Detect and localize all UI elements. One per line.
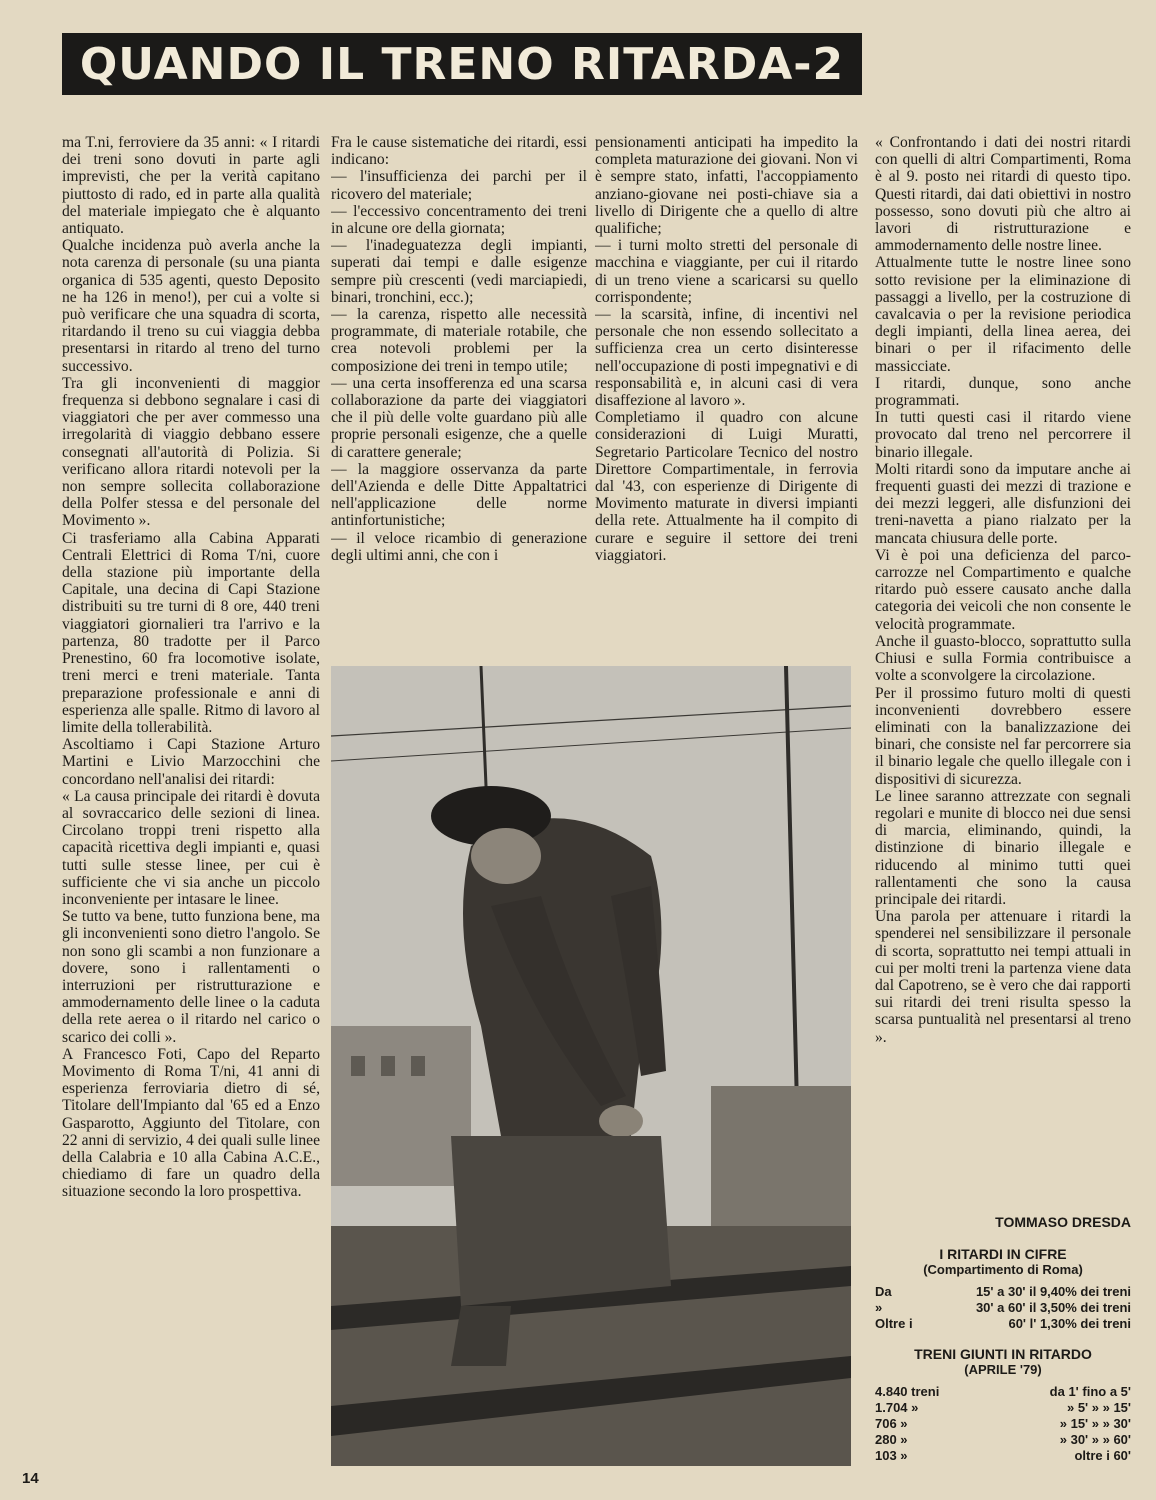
paragraph: — la maggiore osservanza da parte dell'Azienda e delle Ditte Appaltatrici nell'applicazione delle norme antinfortunistiche; [331, 460, 587, 530]
paragraph: Qualche incidenza può averla anche la nota carenza di personale (su una pianta organica di 535 agenti, questo Deposito ne ha 126 in meno!), per cui a volte si può verificare che una squadra di scorta, ritardando il treno su cui viaggia debba presentarsi in ritardo al treno del turno successivo. [62, 237, 320, 375]
paragraph: Le linee saranno attrezzate con segnali regolari e munite di blocco nei due sensi di marcia, eliminando, quindi, la distinzione di binario illegale e riducendo al minimo tutti quei rallentamenti che sono la causa principale dei ritardi. [875, 787, 1131, 908]
paragraph: — la scarsità, infine, di incentivi nel personale che non essendo sollecitato a sufficienza crea un certo disinteresse nell'occupazione di posti impegnativi e di responsabilità e, in alcuni casi di vera disaffezione al lavoro ». [595, 306, 858, 410]
paragraph: — l'inadeguatezza degli impianti, superati dai tempi e dalle esigenze sempre più crescenti (vedi marciapiedi, binari, tronchini, ecc.); [331, 237, 587, 306]
paragraph: Fra le cause sistematiche dei ritardi, essi indicano: [331, 134, 587, 169]
paragraph: — una certa insofferenza ed una scarsa collaborazione da parte dei viaggiatori che il più delle volte guardano più alle proprie personali esigenze, che a quelle di carattere generale; [331, 374, 587, 461]
row-label: » [875, 1300, 883, 1315]
paragraph: Vi è poi una deficienza del parco-carrozze nel Compartimento e qualche ritardo può essere causato anche dalla categoria dei veicoli che non consente le velocità programmate. [875, 546, 1131, 633]
row-range: » 5' » » 15' [1066, 1400, 1131, 1415]
row-range: » 30' » » 60' [1059, 1432, 1131, 1447]
paragraph: — il veloce ricambio di generazione degli ultimi anni, che con i [331, 529, 587, 564]
stats-row [875, 1284, 1131, 1300]
author-signature: TOMMASO DRESDA [995, 1214, 1131, 1230]
paragraph: I ritardi, dunque, sono anche programmati. [875, 374, 1131, 410]
text-column-2 [331, 134, 587, 654]
paragraph: Una parola per attenuare i ritardi la spenderei nel sensibilizzare il personale di scorta, soprattutto nei tempi attuali in cui per molti treni la partenza viene data dal Capotreno, se è vero che dai rapporti sui ritardi dei treni risulta spesso la scarsa puntualità nel presentarsi al treno ». [875, 908, 1131, 1046]
row-count: 706 » [875, 1416, 908, 1431]
delay-statistics [875, 1246, 1131, 1464]
stats-row [875, 1316, 1131, 1332]
stats-row [875, 1448, 1131, 1464]
paragraph: Molti ritardi sono da imputare anche ai frequenti guasti dei mezzi di trazione e dei mezzi leggeri, alle disfunzioni dei treni-navetta a piano rialzato per la mancata chiusura delle porte. [875, 460, 1131, 547]
paragraph: A Francesco Foti, Capo del Reparto Movimento di Roma T/ni, 41 anni di esperienza ferroviaria dietro di sé, Titolare dell'Impianto dal '65 ed a Enzo Gasparotto, Aggiunto del Titolare, con 22 anni di servizio, 4 dei quali sulle linee della Calabria e 10 alla Cabina A.C.E., chiediamo di fare un quadro della situazione secondo la loro prospettiva. [62, 1045, 320, 1201]
stats-row [875, 1416, 1131, 1432]
text-column-4 [875, 134, 1131, 1214]
row-value: 15' a 30' il 9,40% dei treni [975, 1284, 1131, 1299]
railway-worker-photo [331, 666, 851, 1466]
row-label: Da [875, 1284, 892, 1299]
paragraph: Completiamo il quadro con alcune considerazioni di Luigi Muratti, Segretario Particolare Tecnico del nostro Direttore Compartimentale, in ferrovia dal '43, con esperienze di Dirigente di Movimento maturate in diversi impianti della rete. Attualmente ha il compito di curare e seguire il settore dei treni viaggiatori. [595, 409, 858, 564]
paragraph: — l'insufficienza dei parchi per il ricovero del materiale; [331, 168, 587, 203]
paragraph: Se tutto va bene, tutto funziona bene, ma gli inconvenienti sono dietro l'angolo. Se non sono gli scambi a non funzionare a dovere, sono i rallentamenti o interruzioni per ristrutturazione e ammodernamento delle linee o la caduta della rete aerea o il ritardo nel carico o scarico dei colli ». [62, 908, 320, 1046]
paragraph: ma T.ni, ferroviere da 35 anni: « I ritardi dei treni sono dovuti in parte agli imprevisti, che per la verità capitano piuttosto di rado, ed in parte alla qualità del materiale impiegato che è alquanto antiquato. [62, 134, 320, 238]
paragraph: « Confrontando i dati dei nostri ritardi con quelli di altri Compartimenti, Roma è al 9. posto nei ritardi di questo tipo. Questi ritardi, dai dati obiettivi in nostro possesso, sono dovuti più che altro ai lavori di ristrutturazione e ammodernamento delle nostre linee. [875, 134, 1131, 255]
text-column-3 [595, 134, 858, 654]
row-count: 280 » [875, 1432, 908, 1447]
row-range: da 1' fino a 5' [1049, 1384, 1131, 1399]
row-label: Oltre i [875, 1316, 913, 1331]
paragraph: Anche il guasto-blocco, soprattutto sulla Chiusi e sulla Formia contribuisce a volte a sconvolgere la circolazione. [875, 632, 1131, 685]
stats-row [875, 1400, 1131, 1416]
paragraph: « La causa principale dei ritardi è dovuta al sovraccarico delle sezioni di linea. Circolano troppi treni rispetto alla capacità ricettiva degli impianti e, quasi tutti sulle stesse linee, per cui è sufficiente che vi sia anche un piccolo inconveniente per intasare le linee. [62, 787, 320, 908]
paragraph: — i turni molto stretti del personale di macchina e viaggiante, per cui il ritardo di un treno viene a scaricarsi su quello corrispondente; [595, 237, 858, 306]
paragraph: Per il prossimo futuro molti di questi inconvenienti dovrebbero essere eliminati con la banalizzazione dei binari, che consiste nel far percorrere sia il binario legale che quello illegale con i dispositivi di sicurezza. [875, 684, 1131, 788]
article-title: QUANDO IL TRENO RITARDA-2 [62, 33, 862, 95]
paragraph: — l'eccessivo concentramento dei treni in alcune ore della giornata; [331, 202, 587, 238]
paragraph: Ci trasferiamo alla Cabina Apparati Centrali Elettrici di Roma T/ni, cuore della stazione più importante della Capitale, una decina di Capi Stazione distribuiti su tre turni di 8 ore, 440 treni viaggiatori giornalieri tra l'arrivo e la partenza, 80 tradotte per il Parco Prenestino, 60 fra locomotive isolate, treni merci e treni materiale. Tanta preparazione professionale e anni di esperienza alle spalle. Ritmo di lavoro al limite della tollerabilità. [62, 529, 320, 736]
stats-row [875, 1300, 1131, 1316]
paragraph: Tra gli inconvenienti di maggior frequenza si debbono segnalare i casi di viaggiatori che per aver commesso una irregolarità di viaggio debbano essere consegnati all'autorità di Polizia. Si verificano allora ritardi notevoli per la non sempre sollecita collaborazione della Polfer stessa e del personale del Movimento ». [62, 374, 320, 530]
stats-subtitle: (APRILE '79) [964, 1362, 1042, 1377]
stats-subtitle: (Compartimento di Roma) [923, 1262, 1083, 1277]
stats-title: TRENI GIUNTI IN RITARDO [914, 1346, 1092, 1362]
row-count: 1.704 » [875, 1400, 919, 1415]
stats-row [875, 1432, 1131, 1448]
paragraph: Attualmente tutte le nostre linee sono sotto revisione per la eliminazione di passaggi a livello, per la costruzione di cavalcavia o per la revisione periodica degli impianti, della linea aerea, dei binari o per il rifacimento delle massicciate. [875, 254, 1131, 375]
row-range: » 15' » » 30' [1059, 1416, 1131, 1431]
row-count: 4.840 treni [875, 1384, 940, 1399]
row-range: oltre i 60' [1074, 1448, 1131, 1463]
row-count: 103 » [875, 1448, 908, 1463]
stats-row [875, 1384, 1131, 1400]
page-number: 14 [22, 1470, 39, 1487]
text-column-1 [62, 134, 320, 1469]
paragraph: — la carenza, rispetto alle necessità programmate, di materiale rotabile, che crea notevoli problemi per la composizione dei treni in tempo utile; [331, 306, 587, 375]
stats-title: I RITARDI IN CIFRE [939, 1246, 1067, 1262]
paragraph: pensionamenti anticipati ha impedito la completa maturazione dei giovani. Non vi è sempre stato, infatti, l'accoppiamento anziano-giovane nei posti-chiave sia a livello di Dirigente che a quello di altre qualifiche; [595, 134, 858, 238]
paragraph: In tutti questi casi il ritardo viene provocato dal treno nel percorrere il binario illegale. [875, 409, 1131, 461]
photo-illustration [331, 666, 851, 1466]
paragraph: Ascoltiamo i Capi Stazione Arturo Martini e Livio Marzocchini che concordano nell'analisi dei ritardi: [62, 736, 320, 788]
row-value: 30' a 60' il 3,50% dei treni [975, 1300, 1131, 1315]
row-value: 60' l' 1,30% dei treni [1008, 1316, 1131, 1331]
